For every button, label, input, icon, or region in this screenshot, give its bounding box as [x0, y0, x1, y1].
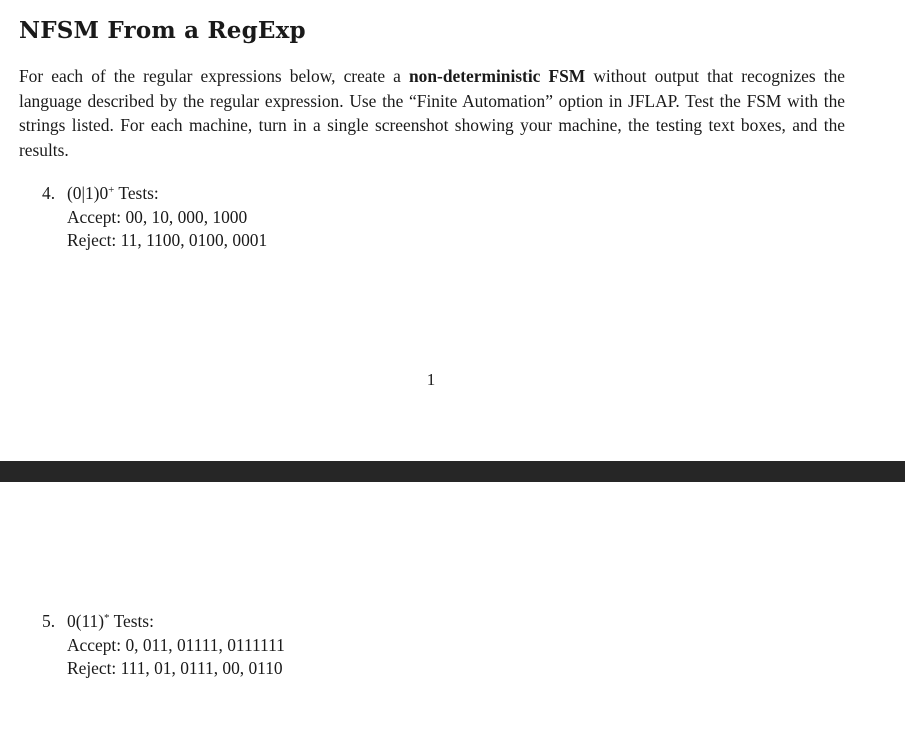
problem-regex-superscript: * — [104, 612, 110, 624]
accept-label: Accept: — [67, 206, 122, 227]
problem-4 — [42, 182, 267, 253]
intro-text-1: For each of the regular expressions below, create a — [19, 66, 410, 86]
problem-number: 5. — [42, 611, 56, 631]
problem-regex: 0(11) — [67, 611, 105, 631]
intro-bold-term: non-deterministic FSM — [409, 66, 586, 86]
accept-strings: 0, 011, 01111, 0111111 — [125, 634, 285, 655]
page-number: 1 — [426, 370, 436, 389]
reject-label: Reject: — [67, 658, 117, 678]
accept-strings: 00, 10, 000, 1000 — [125, 206, 248, 227]
page-break-divider — [0, 461, 905, 482]
problem-number: 4. — [42, 183, 56, 203]
problem-5-header — [42, 610, 285, 634]
reject-line — [42, 229, 267, 253]
accept-line — [42, 634, 285, 658]
problem-5 — [42, 610, 285, 681]
intro-paragraph — [19, 64, 845, 162]
reject-line — [42, 657, 285, 681]
problem-regex: (0|1)0 — [67, 183, 109, 203]
tests-label: Tests: — [113, 611, 154, 631]
problem-regex-superscript: + — [108, 184, 115, 196]
tests-label: Tests: — [118, 183, 159, 203]
accept-label: Accept: — [67, 634, 122, 655]
problem-4-header — [42, 182, 267, 206]
reject-label: Reject: — [67, 230, 117, 250]
reject-strings: 11, 1100, 0100, 0001 — [120, 230, 268, 250]
reject-strings: 111, 01, 0111, 00, 0110 — [120, 658, 283, 678]
intro-text-2: without output that recognizes the language described by the regular expression. Use the “Finite Automation” option in JFLAP. Test the FSM with the strings listed. For each machine, turn in a single screenshot showing your machine, the testing text boxes, and the results. — [19, 66, 846, 160]
accept-line — [42, 206, 267, 230]
section-title: NFSM From a RegExp — [19, 17, 306, 44]
